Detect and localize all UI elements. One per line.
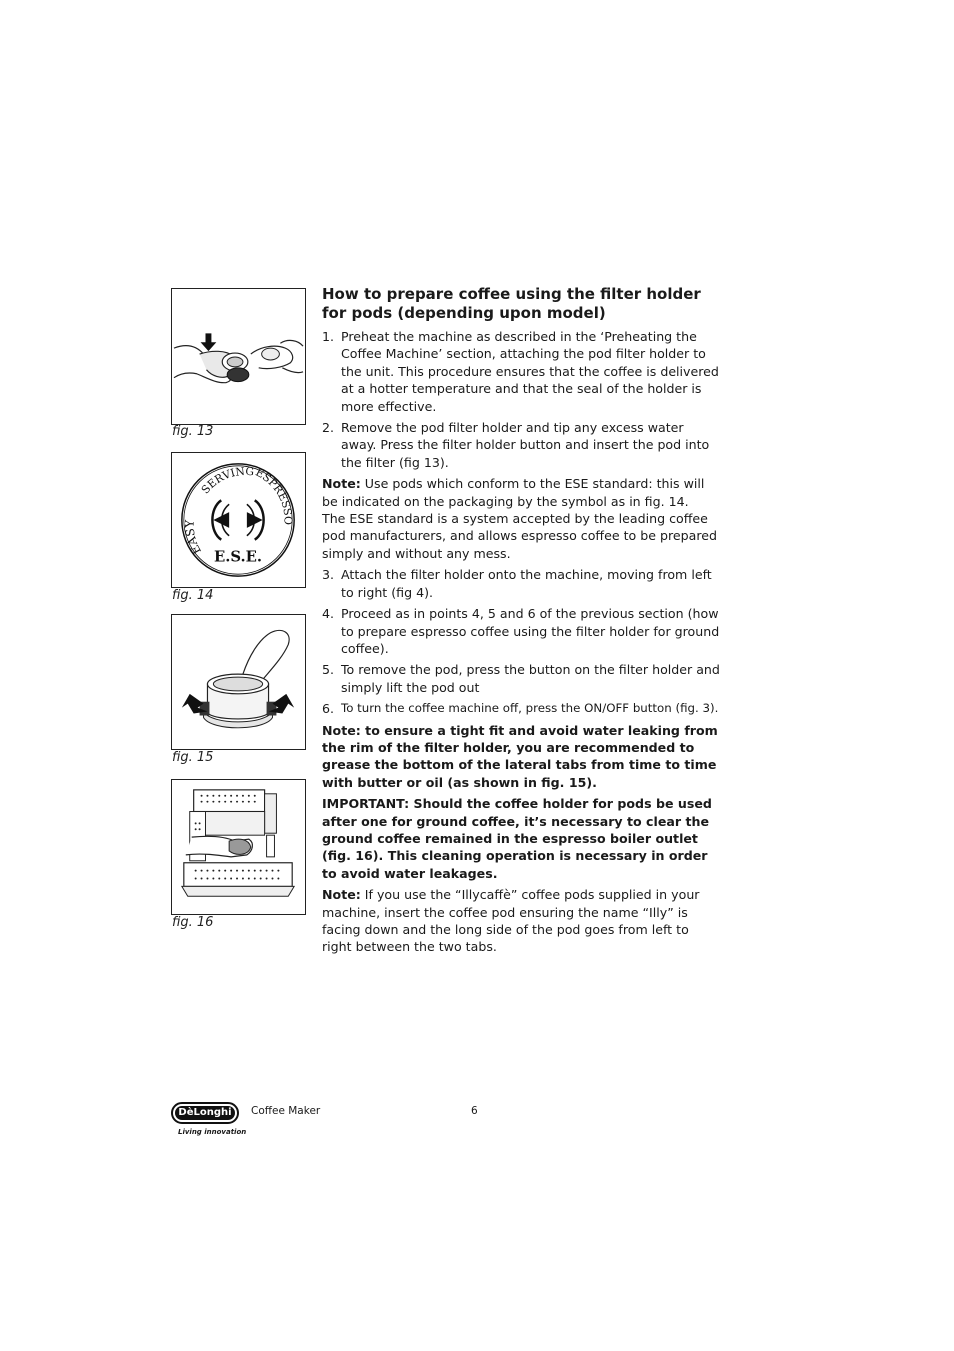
list-item <box>322 605 720 657</box>
page-number: 6 <box>471 1105 478 1117</box>
step-number: 3. <box>322 567 335 583</box>
note-ese <box>322 475 720 562</box>
filter-holder-greasing-illustration <box>172 615 305 749</box>
section-title: How to prepare coffee using the filter holder for pods (depending upon model) <box>322 285 701 322</box>
ese-logo <box>172 453 305 587</box>
instructions-column <box>322 285 720 960</box>
step-text: To turn the coffee machine off, press the ON/OFF button (fig. 3). <box>341 701 719 716</box>
figure-16 <box>171 779 306 915</box>
figure-15 <box>171 614 306 750</box>
note-label: Note: <box>322 476 361 492</box>
note-text: Use pods which conform to the ESE standard: this will be indicated on the packaging by the symbol as in fig. 14. <box>322 476 705 509</box>
step-text: Attach the filter holder onto the machine, moving from left to right (fig 4). <box>341 567 712 600</box>
figure-16-caption: fig. 16 <box>172 915 214 930</box>
figure-14 <box>171 452 306 588</box>
note-label: Note: <box>322 887 361 903</box>
document-title: Coffee Maker <box>251 1105 321 1117</box>
note-illy <box>322 886 720 956</box>
ese-arc-left: EASY <box>182 519 205 557</box>
note-grease: Note: to ensure a tight fit and avoid water leaking from the rim of the filter holder, you are recommended to grease the bottom of the lateral tabs from time to time with butter or oil (as shown in fig. 15). <box>322 722 718 790</box>
list-item <box>322 700 720 717</box>
figure-13-caption: fig. 13 <box>172 424 214 439</box>
step-text: Preheat the machine as described in the ‘Preheating the Coffee Machine’ section, attaching the pod filter holder to the unit. This procedure ensures that the coffee is delivered at a hotter temperature and that the seal of the holder is more effective. <box>341 329 719 414</box>
step-number: 5. <box>322 662 335 678</box>
list-item <box>322 419 720 471</box>
ese-arc-right: ESPRESSO <box>253 465 295 526</box>
list-item <box>322 566 720 601</box>
brand-name: DèLonghi <box>175 1106 235 1120</box>
brand-logo <box>171 1102 239 1124</box>
step-number: 1. <box>322 329 335 344</box>
important-notice: IMPORTANT: Should the coffee holder for pods be used after one for ground coffee, it’s necessary to clear the ground coffee remained in the espresso boiler outlet (fig. 16). This cleaning operation is necessary in order to avoid water leakages. <box>322 796 712 881</box>
figure-14-caption: fig. 14 <box>172 588 214 603</box>
ese-logo-text: E.S.E. <box>213 548 263 566</box>
boiler-outlet-cleaning-illustration <box>172 780 305 914</box>
pod-insert-illustration <box>172 289 305 424</box>
figure-15-caption: fig. 15 <box>172 750 214 765</box>
ese-arc-top: SERVING <box>198 464 255 497</box>
figure-13 <box>171 288 306 425</box>
step-number: 2. <box>322 420 335 436</box>
step-text: To remove the pod, press the button on the filter holder and simply lift the pod out <box>341 662 720 695</box>
note-text: If you use the “Illycaffè” coffee pods supplied in your machine, insert the coffee pod ensuring the name “Illy” is facing down and the long side of the pod goes from left to right between the two tabs. <box>322 887 700 955</box>
step-number: 4. <box>322 606 335 622</box>
list-item <box>322 661 720 696</box>
brand-tagline: Living innovation <box>178 1128 247 1136</box>
step-text: Remove the pod filter holder and tip any excess water away. Press the filter holder button and insert the pod into the filter (fig 13). <box>341 420 710 470</box>
list-item <box>322 328 720 415</box>
step-number: 6. <box>322 701 335 717</box>
ese-paragraph: The ESE standard is a system accepted by the leading coffee pod manufacturers, and allows espresso coffee to be prepared simply and without any mess. <box>322 511 717 561</box>
step-text: Proceed as in points 4, 5 and 6 of the previous section (how to prepare espresso coffee using the filter holder for ground coffee). <box>341 606 720 656</box>
